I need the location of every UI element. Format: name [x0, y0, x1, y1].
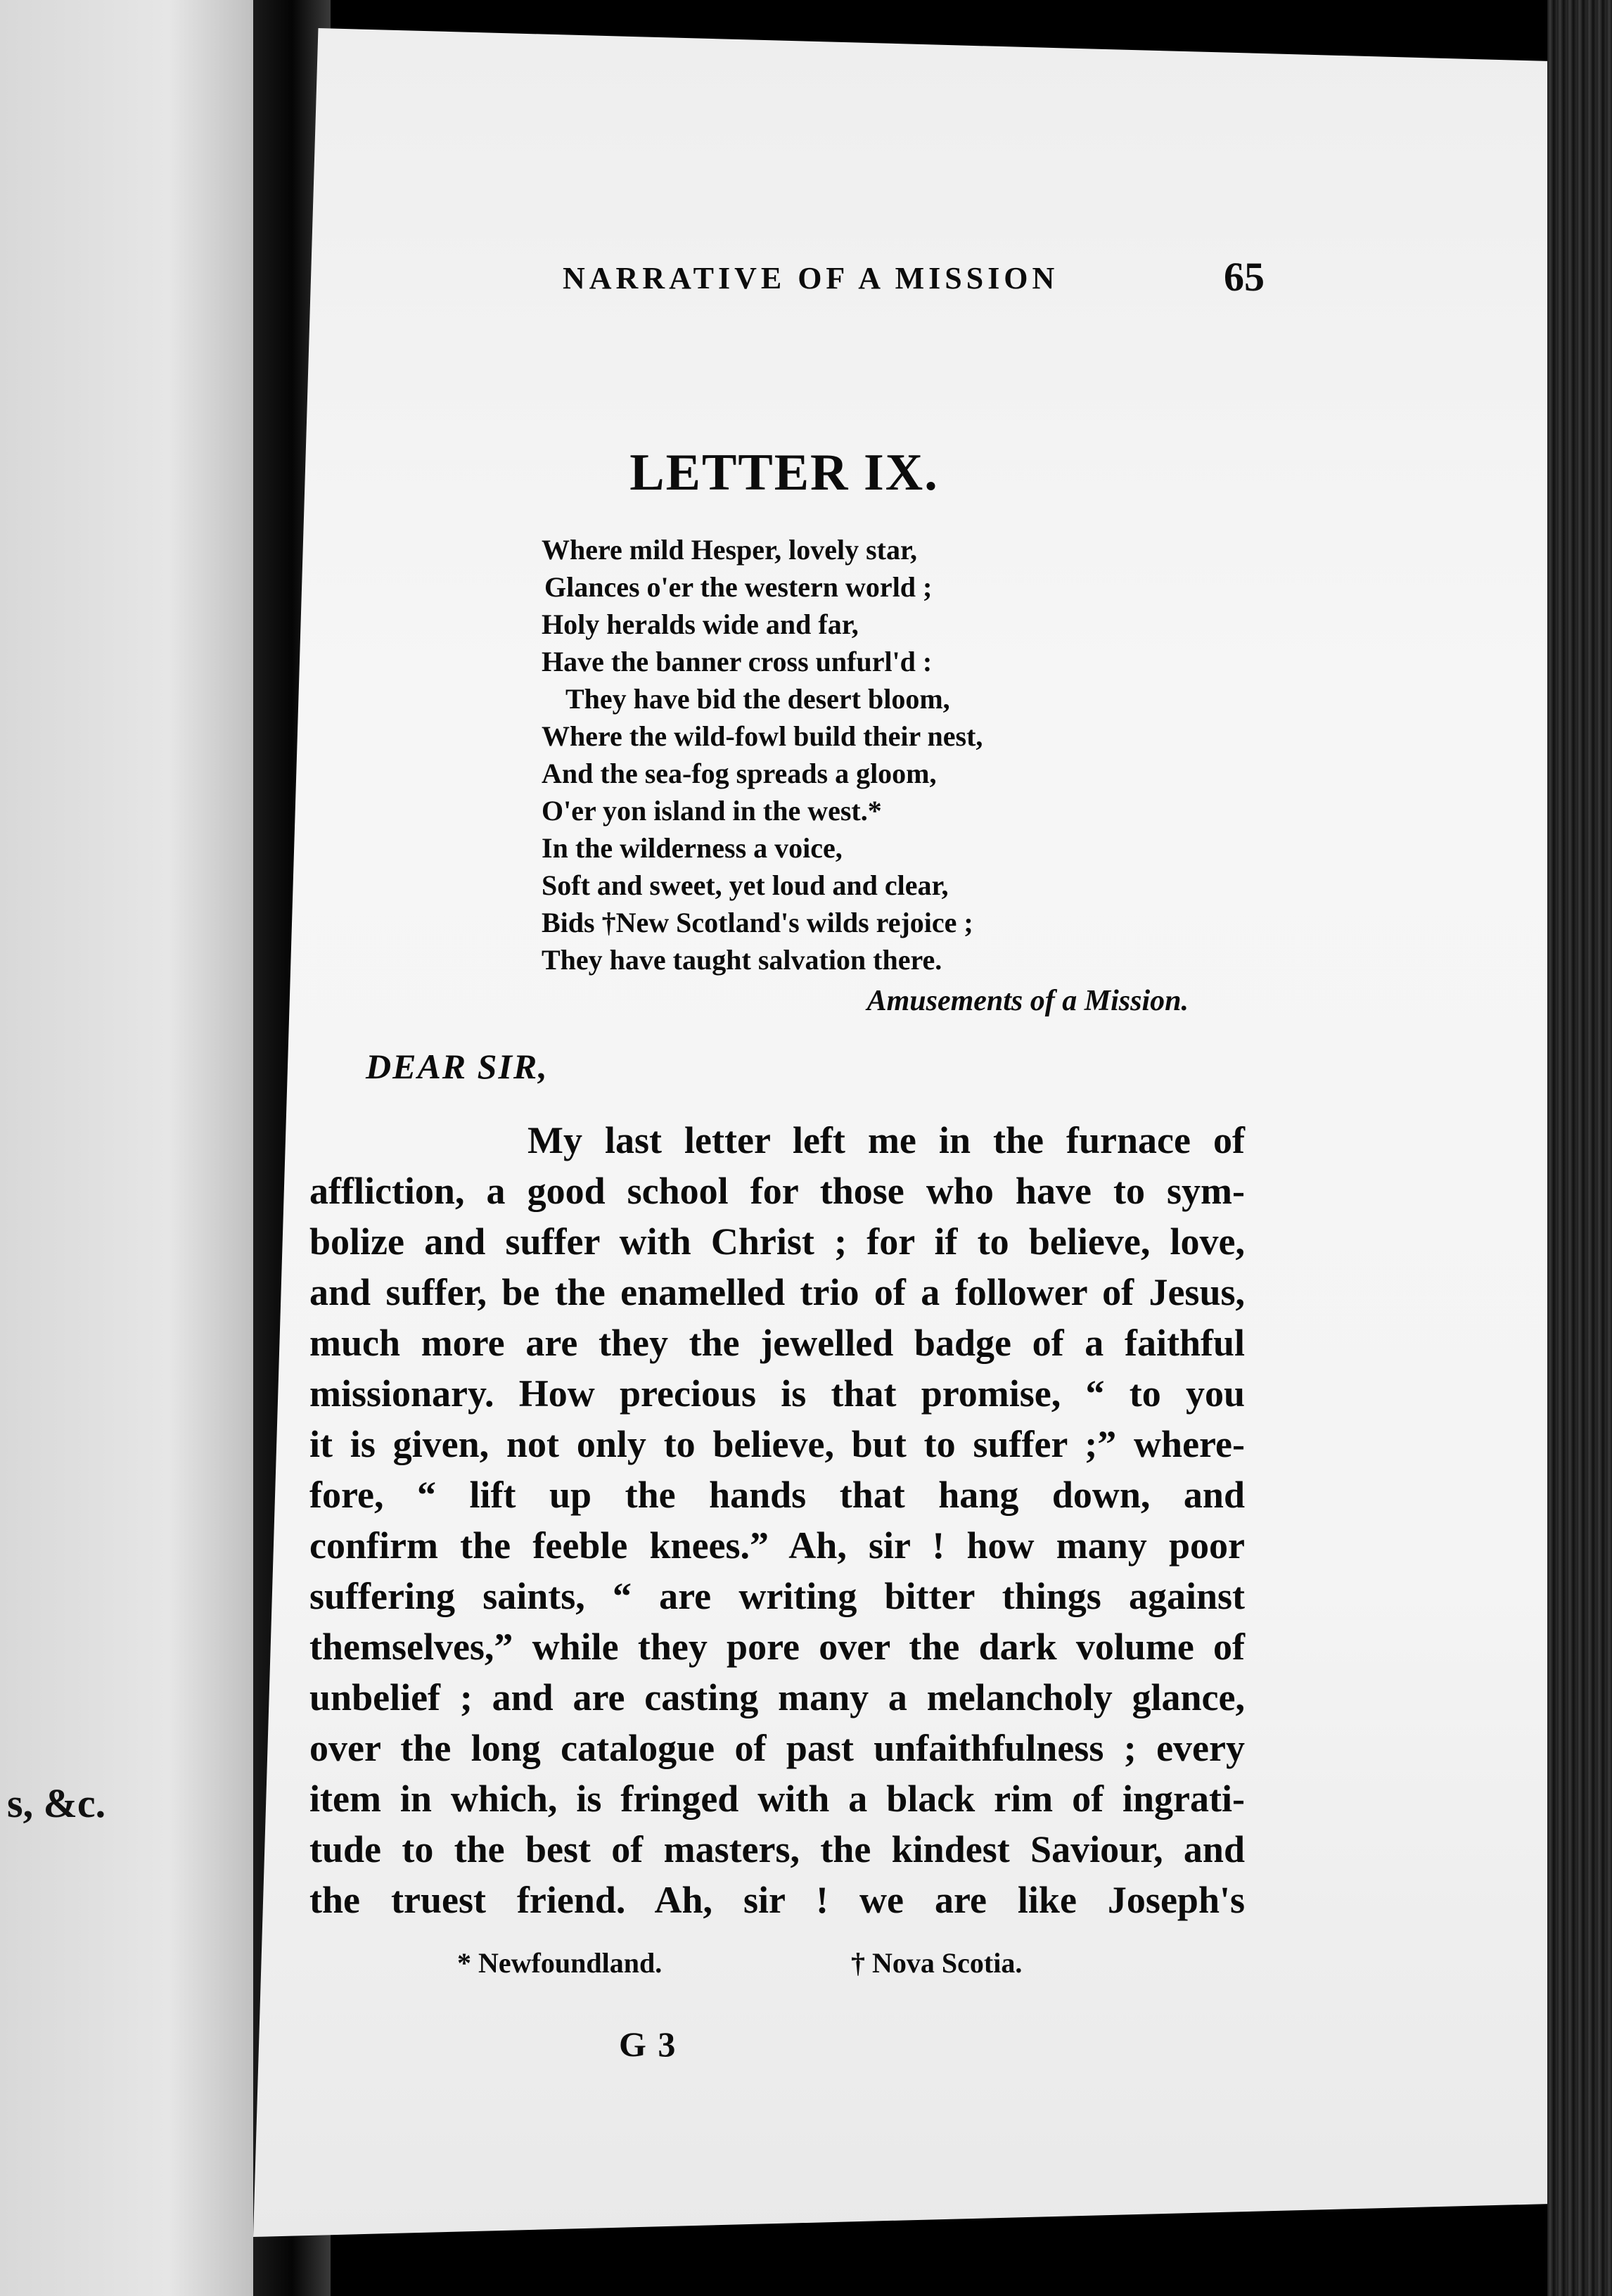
body-line: bolize and suffer with Christ ; for if to believe, love,	[309, 1220, 1245, 1263]
poem-line: In the wilderness a voice,	[542, 832, 843, 864]
poem-line: Bids †New Scotland's wilds rejoice ;	[542, 907, 973, 938]
poem-line: Glances o'er the western world ;	[544, 571, 933, 603]
footnotes	[309, 1946, 1259, 1996]
footnote-newfoundland: * Newfoundland.	[457, 1947, 663, 1979]
body-line: fore, “ lift up the hands that hang down, and	[309, 1474, 1245, 1516]
epigraph-poem	[542, 531, 1062, 978]
body-line: much more are they the jewelled badge of a faithful	[309, 1322, 1245, 1364]
body-line: My last letter left me in the furnace of	[527, 1119, 1245, 1161]
body-line: and suffer, be the enamelled trio of a follower of Jesus,	[309, 1271, 1245, 1313]
running-title: NARRATIVE OF A MISSION	[563, 261, 1059, 295]
body-line: missionary. How precious is that promise, “ to you	[309, 1372, 1245, 1415]
epigraph-attribution: Amusements of a Mission.	[866, 985, 1189, 1017]
poem-line: And the sea-fog spreads a gloom,	[542, 758, 937, 789]
page-number: 65	[1224, 254, 1265, 300]
footnote-nova-scotia: † Nova Scotia.	[851, 1947, 1023, 1979]
body-line: over the long catalogue of past unfaithfulness ; every	[309, 1727, 1245, 1769]
poem-line: They have taught salvation there.	[542, 944, 942, 976]
letter-heading: LETTER IX.	[629, 444, 939, 502]
letter-body	[309, 1115, 1245, 1925]
body-line: themselves,” while they pore over the dark volume of	[309, 1626, 1245, 1668]
poem-line: Where mild Hesper, lovely star,	[542, 534, 918, 566]
left-page-fragment: s, &c.	[7, 1780, 106, 1826]
poem-line: O'er yon island in the west.*	[542, 795, 882, 827]
body-line: suffering saints, “ are writing bitter things against	[309, 1575, 1245, 1617]
page-content	[309, 253, 1265, 2065]
body-line: unbelief ; and are casting many a melancholy glance,	[309, 1676, 1245, 1718]
poem-line: Where the wild-fowl build their nest,	[542, 720, 983, 752]
page-edges	[1547, 0, 1612, 2296]
body-line: confirm the feeble knees.” Ah, sir ! how many poor	[309, 1524, 1245, 1567]
body-line: affliction, a good school for those who have to sym-	[309, 1170, 1245, 1212]
facing-page-left	[0, 0, 281, 2296]
poem-line: Soft and sweet, yet loud and clear,	[542, 869, 949, 901]
signature-mark: G 3	[619, 2024, 677, 2064]
body-line: the truest friend. Ah, sir ! we are like Joseph's	[309, 1879, 1245, 1921]
salutation: DEAR SIR,	[366, 1047, 549, 1086]
poem-line: Holy heralds wide and far,	[542, 608, 859, 640]
body-line: tude to the best of masters, the kindest Saviour, and	[309, 1828, 1245, 1870]
running-header	[309, 253, 1265, 310]
poem-line: They have bid the desert bloom,	[565, 683, 950, 715]
poem-line: Have the banner cross unfurl'd :	[542, 646, 933, 677]
body-line: it is given, not only to believe, but to suffer ;” where-	[309, 1423, 1245, 1465]
body-line: item in which, is fringed with a black rim of ingrati-	[309, 1778, 1245, 1820]
